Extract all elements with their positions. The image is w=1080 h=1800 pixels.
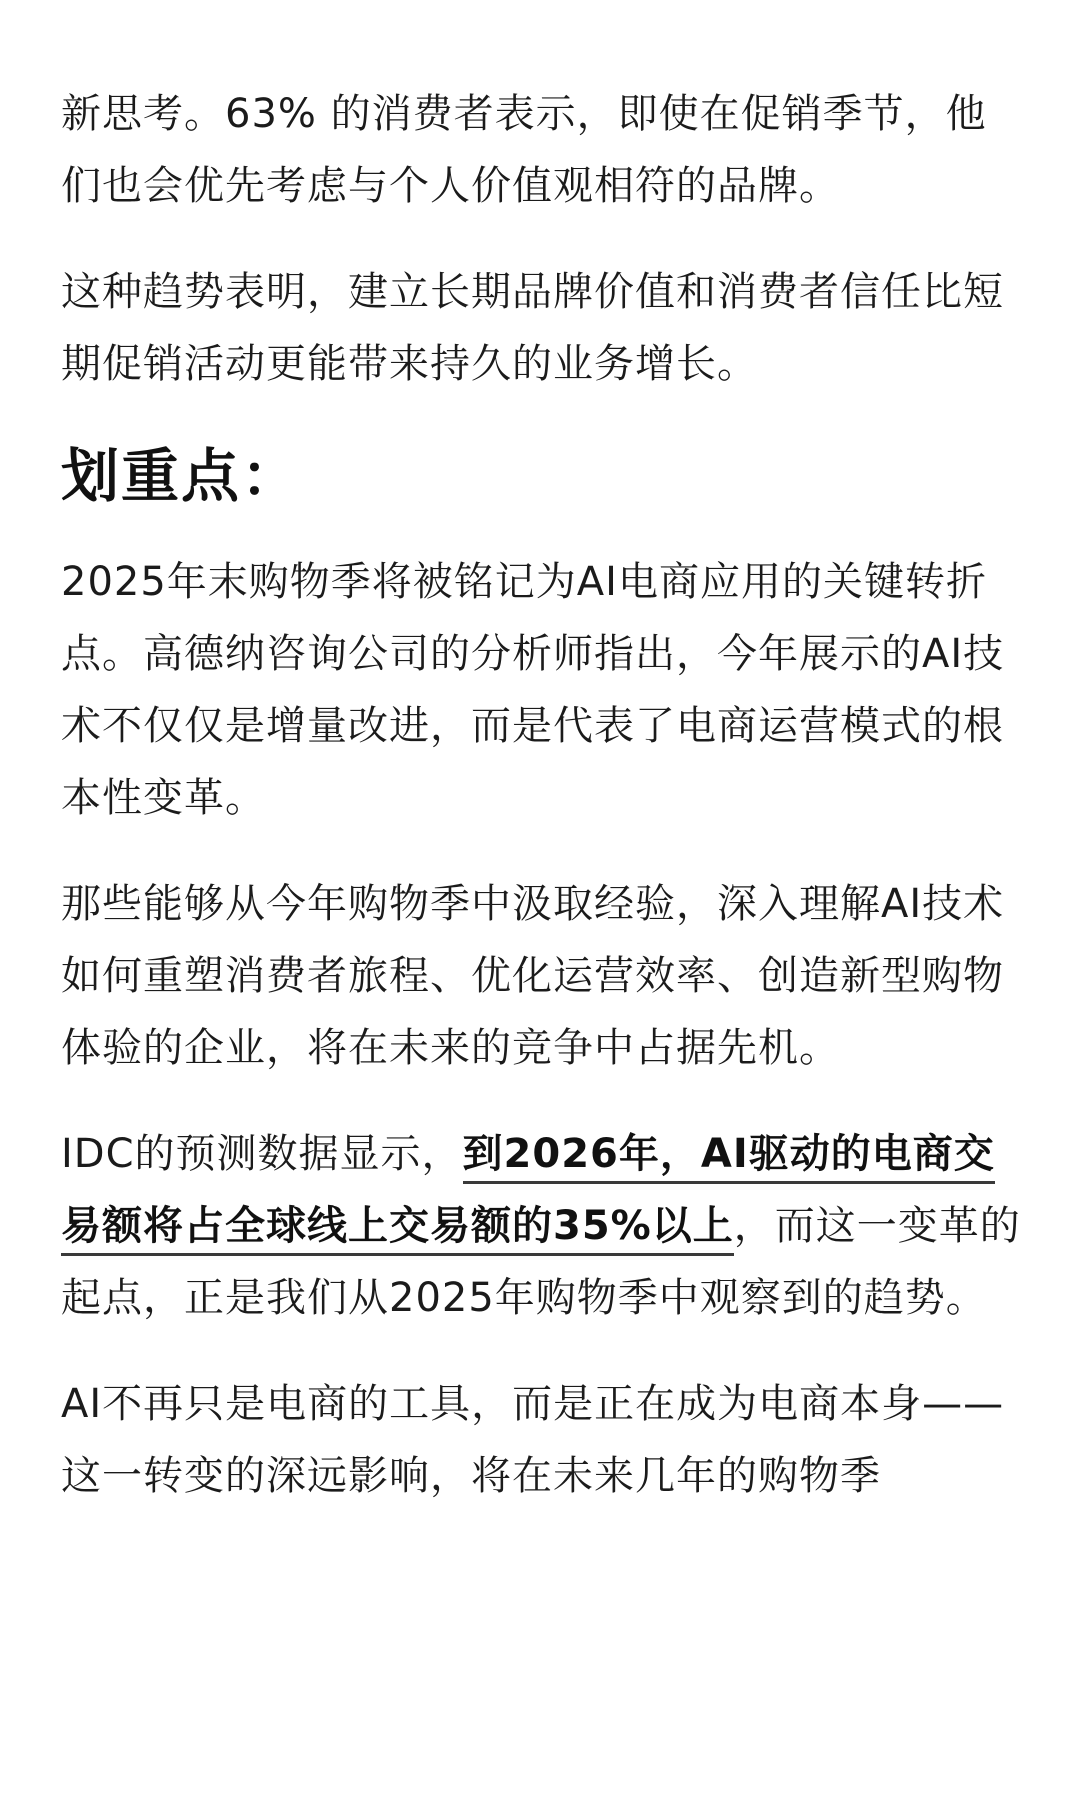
paragraph-idc-forecast: [61, 1118, 1021, 1334]
paragraph-brand-trend: 这种趋势表明，建立长期品牌价值和消费者信任比短期促销活动更能带来持久的业务增长。: [61, 269, 1004, 387]
highlighted-forecast: 到2026年，AI驱动的电商交易额将占全球线上交易额的35%以上: [61, 1131, 995, 1256]
section-heading-key-points: 划重点：: [61, 442, 302, 510]
paragraph-ai-becoming-ecommerce: AI不再只是电商的工具，而是正在成为电商本身——这一转变的深远影响，将在未来几年的购物季: [61, 1381, 1005, 1499]
article-body: [61, 78, 1021, 1546]
paragraph-turning-point: 2025年末购物季将被铭记为AI电商应用的关键转折点。高德纳咨询公司的分析师指出，今年展示的AI技术不仅仅是增量改进，而是代表了电商运营模式的根本性变革。: [61, 559, 1005, 821]
paragraph-competitive-advantage: 那些能够从今年购物季中汲取经验，深入理解AI技术如何重塑消费者旅程、优化运营效率、创造新型购物体验的企业，将在未来的竞争中占据先机。: [61, 881, 1005, 1071]
paragraph-consumer-values: 新思考。63% 的消费者表示，即使在促销季节，他们也会优先考虑与个人价值观相符的品牌。: [61, 91, 987, 209]
idc-forecast-lead: IDC的预测数据显示，: [61, 1131, 463, 1177]
idc-forecast-tail: ，而这一变革的起点，正是我们从2025年购物季中观察到的趋势。: [61, 1203, 1021, 1321]
